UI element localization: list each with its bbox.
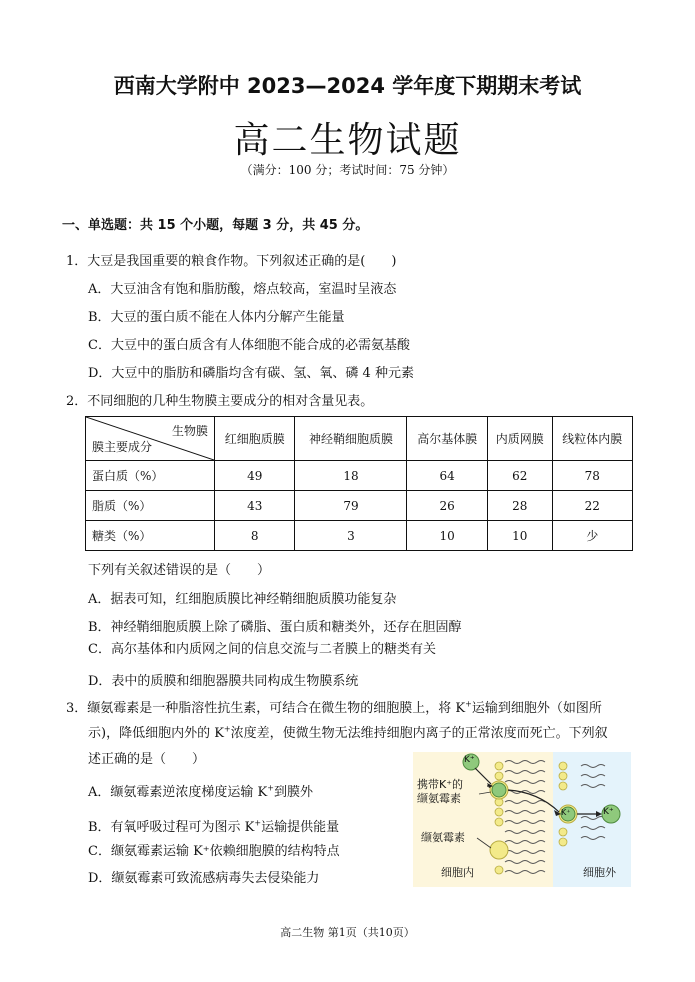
table-cell: 79	[295, 491, 407, 521]
column-header: 高尔基体膜	[407, 417, 487, 461]
corner-bottom-label: 膜主要成分	[92, 440, 153, 454]
corner-top-label: 生物膜	[171, 424, 208, 438]
valinomycin-label: 缬氨霉素	[421, 831, 465, 844]
outside-cell-label: 细胞外	[583, 866, 616, 879]
question-1-option-d: D．大豆中的脂肪和磷脂均含有碳、氢、氧、磷 4 种元素	[88, 366, 414, 381]
exam-info: （满分：100 分；考试时间：75 分钟）	[240, 163, 455, 177]
plus-sign: +	[254, 818, 262, 828]
question-2-option-c: C．高尔基体和内质网之间的信息交流与二者膜上的糖类有关	[88, 642, 436, 657]
stem-text: 浓度差，使微生物无法维持细胞内离子的正常浓度而死亡。下列叙	[230, 726, 608, 741]
row-label: 糖类（%）	[86, 521, 215, 551]
question-2-option-a: A．据表可知，红细胞质膜比神经鞘细胞质膜功能复杂	[88, 592, 397, 607]
carrier-label	[417, 778, 463, 806]
stem-text: 示)，降低细胞内外的 K	[88, 726, 224, 741]
table-cell: 26	[407, 491, 487, 521]
column-header: 内质网膜	[487, 417, 552, 461]
question-3-stem-line-2	[88, 722, 608, 741]
plus-sign: +	[465, 699, 472, 709]
column-header: 神经鞘细胞质膜	[295, 417, 407, 461]
table-cell: 78	[552, 461, 632, 491]
valinomycin-figure	[413, 752, 631, 887]
row-label: 蛋白质（%）	[86, 461, 215, 491]
stem-text: 运输到细胞外（如图所	[471, 701, 602, 716]
carrier-label-line-1: 携带K⁺的	[417, 778, 464, 791]
question-2-option-d: D．表中的质膜和细胞器膜共同构成生物膜系统	[88, 674, 359, 689]
option-text: 到膜外	[273, 785, 313, 800]
question-1-stem: 1．大豆是我国重要的粮食作物。下列叙述正确的是( )	[66, 254, 397, 269]
column-header: 线粒体内膜	[552, 417, 632, 461]
table-cell: 28	[487, 491, 552, 521]
table-cell: 22	[552, 491, 632, 521]
question-3-option-b	[88, 816, 339, 835]
table-cell: 64	[407, 461, 487, 491]
question-2-option-b: B．神经鞘细胞质膜上除了磷脂、蛋白质和糖类外，还存在胆固醇	[88, 620, 462, 635]
question-3-stem-line-1	[66, 697, 602, 716]
option-text: A．缬氨霉素逆浓度梯度运输 K	[88, 785, 268, 800]
table-row	[86, 491, 633, 521]
k-ion-label: K⁺	[561, 808, 571, 817]
option-text: B．有氧呼吸过程可为图示 K	[88, 820, 255, 835]
table-cell: 3	[295, 521, 407, 551]
table-corner-cell	[86, 417, 215, 461]
table-cell: 49	[215, 461, 295, 491]
k-ion-label: K⁺	[464, 755, 475, 765]
page-footer: 高二生物 第1页（共10页）	[280, 926, 415, 939]
table-cell: 18	[295, 461, 407, 491]
question-2-prompt: 下列有关叙述错误的是（ ）	[88, 563, 271, 578]
plus-sign: +	[223, 724, 231, 734]
school-exam-title: 西南大学附中 2023—2024 学年度下期期末考试	[113, 74, 582, 98]
section-heading: 一、单选题：共 15 个小题，每题 3 分，共 45 分。	[62, 218, 369, 233]
question-1-option-b: B．大豆的蛋白质不能在人体内分解产生能量	[88, 310, 345, 325]
inside-cell-label: 细胞内	[441, 866, 474, 879]
question-1-option-a: A．大豆油含有饱和脂肪酸，熔点较高，室温时呈液态	[88, 282, 397, 297]
question-3-option-d: D．缬氨霉素可致流感病毒失去侵染能力	[88, 871, 320, 886]
table-cell: 少	[552, 521, 632, 551]
table-cell: 10	[407, 521, 487, 551]
question-3-option-a	[88, 781, 313, 800]
page-title: 高二生物试题	[233, 120, 462, 161]
question-3-option-c: C．缬氨霉素运输 K⁺依赖细胞膜的结构特点	[88, 844, 340, 859]
column-header: 红细胞质膜	[215, 417, 295, 461]
table-cell: 62	[487, 461, 552, 491]
table-cell: 43	[215, 491, 295, 521]
question-3-stem-line-3: 述正确的是（ ）	[88, 752, 206, 767]
row-label: 脂质（%）	[86, 491, 215, 521]
table-cell: 8	[215, 521, 295, 551]
question-2-stem: 2．不同细胞的几种生物膜主要成分的相对含量见表。	[66, 394, 374, 409]
k-ion-label: K⁺	[603, 807, 614, 817]
plus-sign: +	[267, 783, 274, 793]
table-row	[86, 461, 633, 491]
question-1-option-c: C．大豆中的蛋白质含有人体细胞不能合成的必需氨基酸	[88, 338, 410, 353]
table-header-row	[86, 417, 633, 461]
table-cell: 10	[487, 521, 552, 551]
membrane-composition-table	[85, 416, 633, 551]
stem-text: 3．缬氨霉素是一种脂溶性抗生素，可结合在微生物的细胞膜上，将 K	[66, 701, 466, 716]
option-text: 运输提供能量	[261, 820, 340, 835]
carrier-label-line-2: 缬氨霉素	[417, 792, 461, 805]
table-row	[86, 521, 633, 551]
